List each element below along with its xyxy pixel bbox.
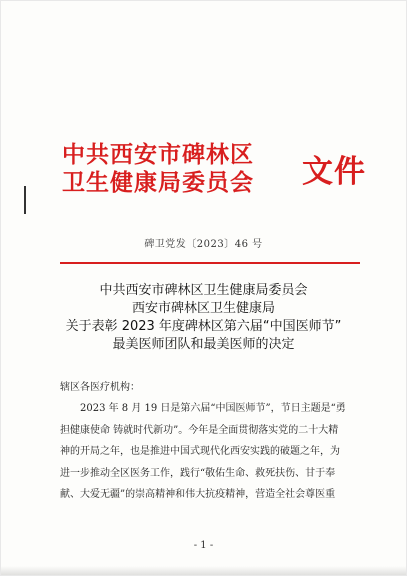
body-line-3: 神的开局之年，也是推进中国式现代化西安实践的破题之年，为: [60, 446, 340, 457]
salutation: 辖区各医疗机构：: [60, 382, 140, 393]
title-line-1: 中共西安市碑林区卫生健康局委员会: [99, 283, 308, 298]
title-line-3: 关于表彰 2023 年度碑林区第六届“中国医师节”: [65, 319, 342, 334]
red-divider-rule: [60, 262, 360, 264]
document-number: 碑卫党发〔2023〕46 号: [144, 239, 263, 250]
header-document-word: 文件: [302, 154, 366, 190]
header-org-line-1: 中共西安市碑林区: [62, 141, 254, 168]
body-line-4: 进一步推动全区医务工作，践行“敬佑生命、救死扶伤、甘于奉: [60, 467, 336, 479]
title-line-2: 西安市碑林区卫生健康局: [131, 301, 275, 316]
body-line-2: 担健康使命 铸就时代新功”。今年是全面贯彻落实党的二十大精: [60, 424, 339, 436]
body-paragraph: [60, 398, 360, 506]
title-line-4: 最美医师团队和最美医师的决定: [112, 337, 295, 352]
header-org-line-2: 卫生健康局委员会: [62, 169, 254, 196]
scan-bottom-shadow: [0, 566, 407, 576]
body-line-1: 2023 年 8 月 19 日是第六届“中国医师节”，节日主题是“勇: [80, 403, 346, 414]
red-header: [60, 140, 380, 200]
page-number: - 1 -: [193, 540, 214, 551]
document-title: [0, 282, 407, 354]
binding-margin-mark: [24, 186, 26, 214]
body-line-5: 献、大爱无疆”的崇高精神和伟大抗疫精神，营造全社会尊医重: [60, 489, 336, 500]
